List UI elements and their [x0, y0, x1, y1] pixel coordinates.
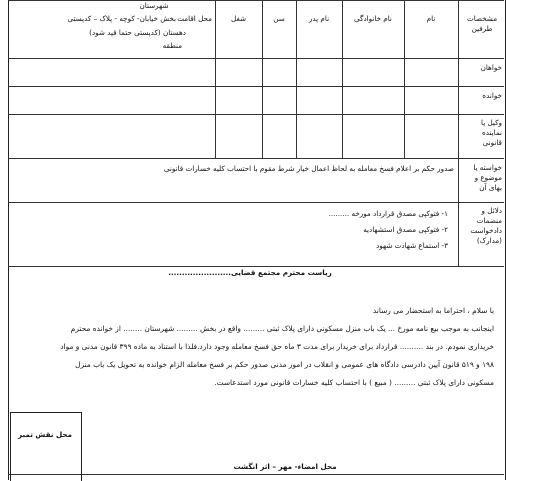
table-line: [458, 0, 459, 266]
stamp-label: محل نقش تمبر: [17, 430, 72, 439]
letter-line-2: خریداری نمودم. در بند .......... قرارداد برای خریدار برای مدت ۳ ماه حق فسخ معامله وجود دارد.فلذا با استناد به ماده ۳۹۹ قانون مدنی و مواد: [60, 342, 494, 351]
table-line: [8, 474, 504, 475]
row-defendant-label: خوانده: [482, 91, 502, 100]
form-frame: [8, 0, 506, 480]
header-address-city: شهرستان: [139, 1, 169, 10]
table-line: [8, 266, 504, 267]
header-age: سن: [273, 14, 285, 23]
table-line: [8, 202, 504, 203]
evidence-item-3: ۳- استماع شهادت شهود: [376, 241, 448, 250]
header-father: نام پدر: [308, 14, 330, 23]
claim-label: خواسته یا موضوع و بهای آن: [473, 163, 502, 192]
letter-line-3: ۱۹۸ و ۵۱۹ قانون آیین دادرسی دادگاه های عمومی و انقلاب در امور مدنی صدور حکم بر فسخ معامله الزام خوانده به تحویل یک باب منزل: [75, 360, 494, 369]
evidence-label: دلائل و منضمات دادخواست (مدارک): [470, 206, 502, 245]
evidence-item-2: ۲- فتوکپی مصدق استشهادیه: [363, 225, 448, 234]
header-name: نام: [426, 14, 436, 23]
table-line: [8, 0, 504, 1]
header-address-district: دهستان (کدپستی حتما قید شود): [89, 28, 186, 37]
table-line: [8, 158, 504, 159]
evidence-item-1: ۱- فتوکپی مصدق قرارداد مورخه .........: [328, 209, 448, 218]
table-line: [8, 86, 504, 87]
table-line: [8, 58, 504, 59]
header-address-street: بخش خیابان- کوچه - پلاک – کدپستی: [67, 14, 176, 23]
row-plaintiff-label: خواهان: [480, 63, 502, 72]
claim-text: صدور حکم بر اعلام فسخ معامله به لحاظ اعمال خیار شرط مقوم با احتساب کلیه خسارات قانونی: [163, 164, 454, 173]
letter-line-4: مسکونی دارای پلاک ثبتی ......... ( مبیع ) با احتساب کلیه خسارات قانونی مورد استدعاست.: [214, 378, 494, 387]
header-family: نام خانوادگی: [354, 14, 392, 23]
row-attorney-label: وکیل یا نماینده قانونی: [481, 118, 502, 147]
letter-greeting: با سلام ، احتراما به استحضار می رساند: [372, 306, 494, 315]
letter-line-1: اینجانب به موجب بیع نامه مورخ ... یک باب منزل مسکونی دارای پلاک ثبتی ......... واقع در بخش ......... شهرستان ........ از خوانده محترم: [70, 324, 494, 333]
letter-addressee: ریاست محترم مجتمع قضایی.......................: [168, 268, 332, 277]
header-address-main: محل اقامت: [177, 14, 212, 23]
header-job: شغل: [231, 14, 246, 23]
stamp-box: [10, 412, 82, 481]
table-line: [8, 114, 504, 115]
header-specs: مشخصات طرفین: [466, 14, 498, 33]
header-address-zone: منطقه: [162, 41, 182, 50]
signature-label: محل امضاء- مهر – اثر انگشت: [233, 462, 337, 471]
